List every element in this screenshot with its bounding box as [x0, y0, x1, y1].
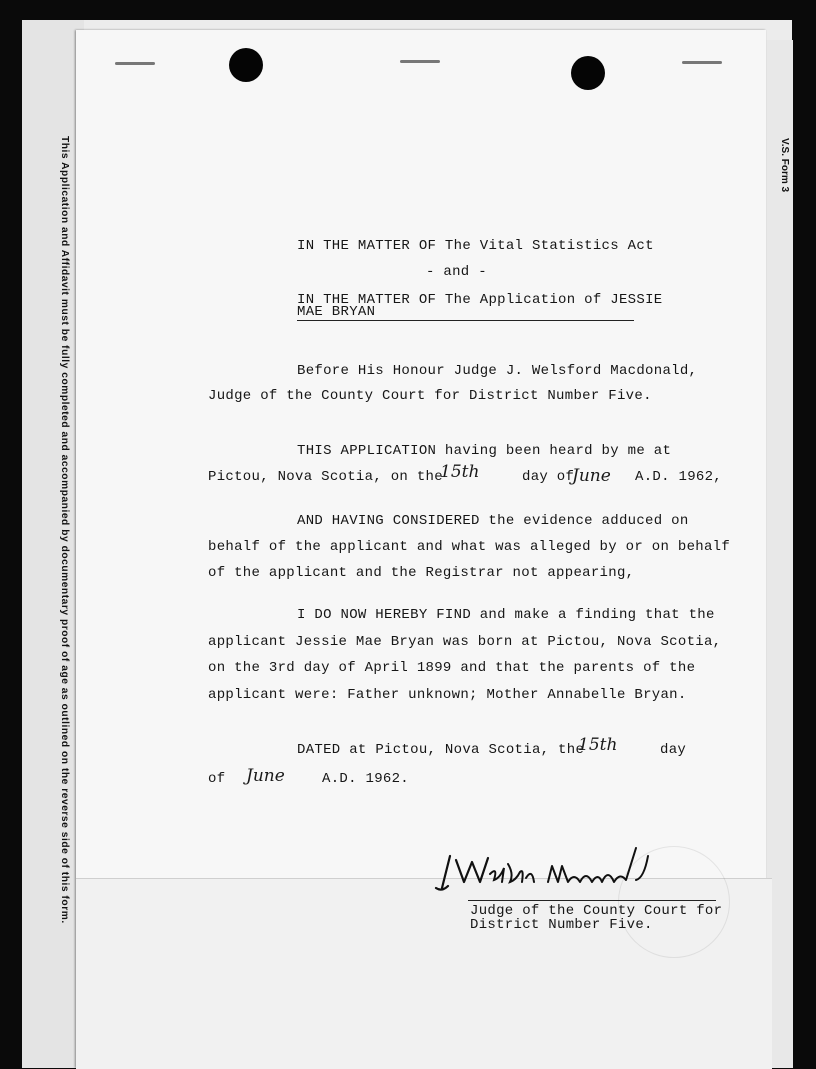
signature-line	[468, 900, 716, 901]
handwritten-day: 15th	[440, 462, 480, 482]
heading-line-1: IN THE MATTER OF The Vital Statistics Act	[297, 238, 654, 254]
application-line-2b: day of	[522, 469, 575, 485]
before-line-1: Before His Honour Judge J. Welsford Macdonald,	[297, 363, 698, 379]
application-line-2a: Pictou, Nova Scotia, on the	[208, 469, 443, 485]
dated-year: A.D. 1962.	[322, 771, 410, 787]
punch-hole-right	[571, 56, 605, 90]
handwritten-month: June	[572, 466, 611, 486]
signature-title-1: Judge of the County Court for	[470, 903, 723, 919]
dated-word-day: day	[660, 742, 687, 758]
staple-mark	[400, 60, 440, 63]
dated-of: of	[208, 771, 226, 787]
heading-and: - and -	[426, 264, 487, 280]
staple-mark	[682, 61, 722, 64]
form-label: V.S. Form 3	[779, 138, 790, 193]
finding-line-2: applicant Jessie Mae Bryan was born at Pictou, Nova Scotia,	[208, 634, 722, 650]
side-strip	[22, 20, 84, 1068]
punch-hole-left	[229, 48, 263, 82]
finding-line-1: I DO NOW HEREBY FIND and make a finding that the	[297, 607, 715, 623]
staple-mark	[115, 62, 155, 65]
heading-line-2: IN THE MATTER OF The Application of JESSIE	[297, 292, 663, 308]
considered-line-3: of the applicant and the Registrar not appearing,	[208, 565, 635, 581]
side-notice: This Application and Affidavit must be fully completed and accompanied by documentary proof of age as outlined on the reverse side of this form.	[59, 136, 70, 924]
application-line-1: THIS APPLICATION having been heard by me at	[297, 443, 672, 459]
dated-line-1: DATED at Pictou, Nova Scotia, the	[297, 742, 585, 758]
considered-line-1: AND HAVING CONSIDERED the evidence adduced on	[297, 513, 689, 529]
finding-line-4: applicant were: Father unknown; Mother Annabelle Bryan.	[208, 687, 687, 703]
heading-line-3: MAE BRYAN	[297, 304, 376, 320]
handwritten-dated-month: June	[246, 766, 285, 786]
signature-name-hidden	[436, 872, 437, 873]
application-line-2c: A.D. 1962,	[635, 469, 723, 485]
signature-title-2: District Number Five.	[470, 917, 653, 933]
considered-line-2: behalf of the applicant and what was alleged by or on behalf	[208, 539, 731, 555]
before-line-2: Judge of the County Court for District Number Five.	[208, 388, 652, 404]
heading-underline	[297, 320, 634, 321]
handwritten-dated-day: 15th	[578, 735, 618, 755]
finding-line-3: on the 3rd day of April 1899 and that the parents of the	[208, 660, 696, 676]
judge-signature	[430, 838, 670, 896]
